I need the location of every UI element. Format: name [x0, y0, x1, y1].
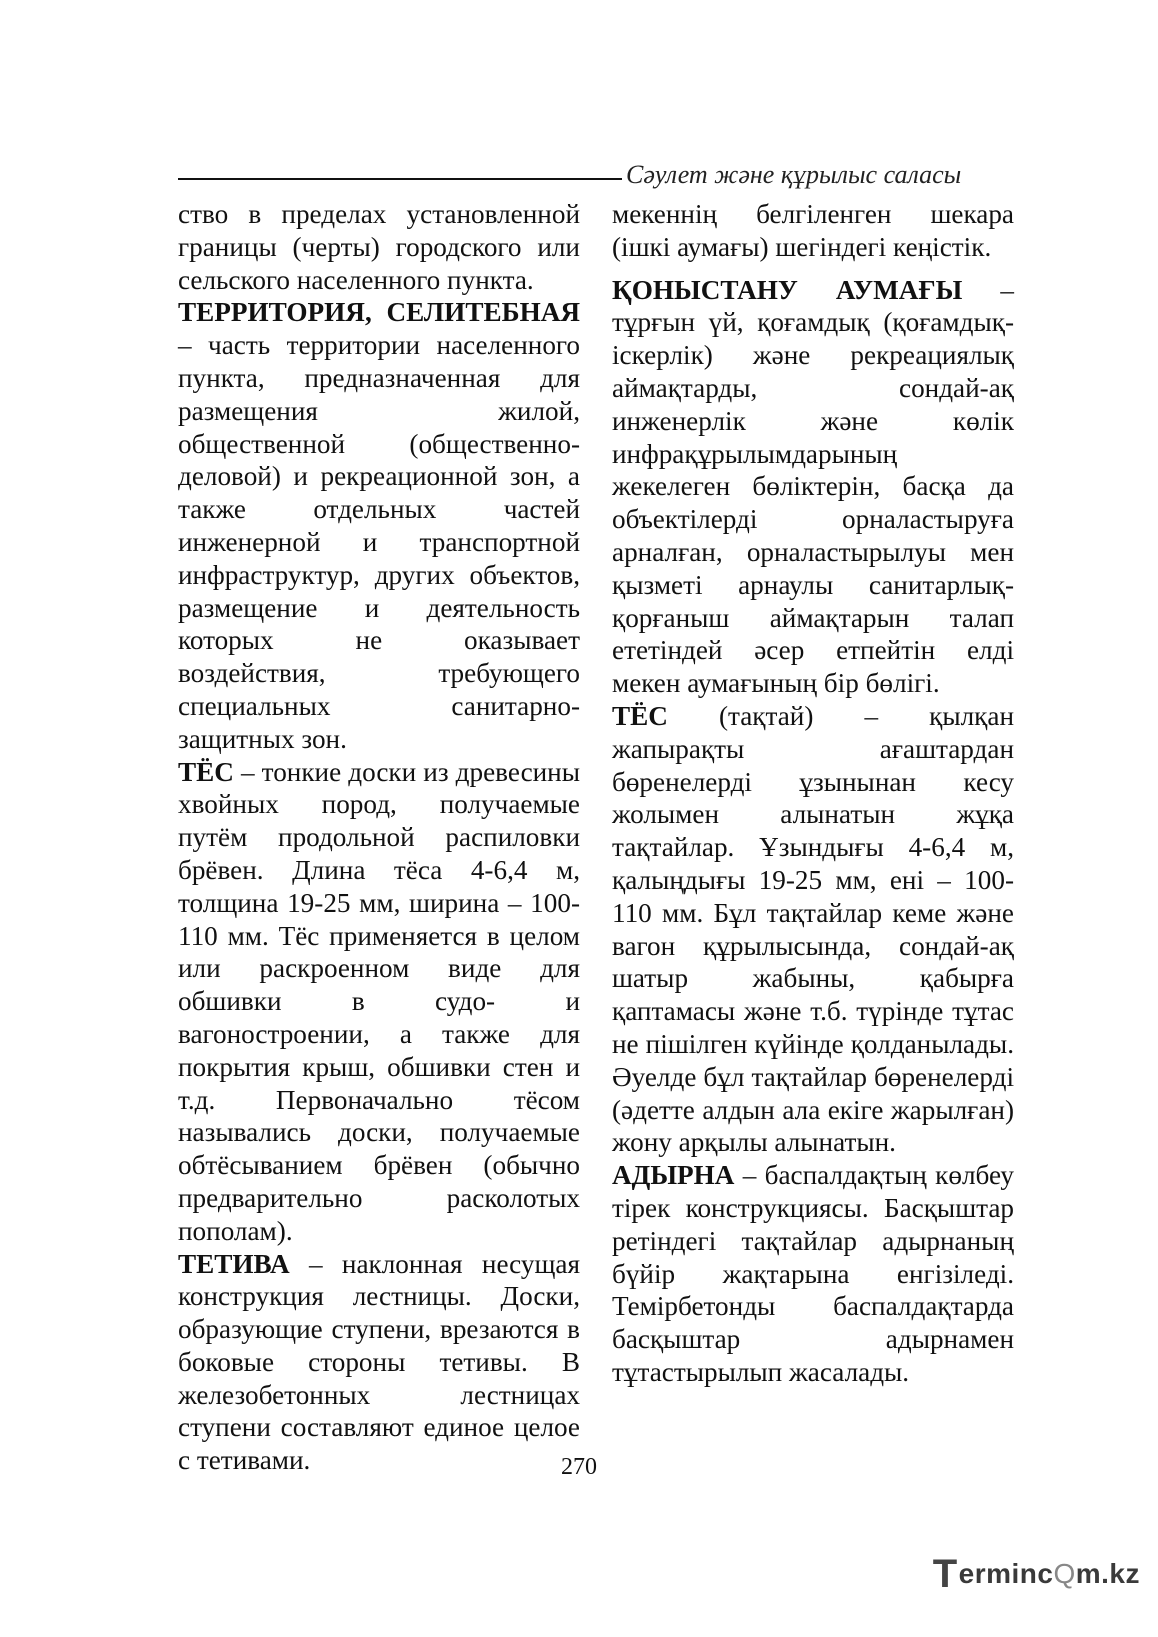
magnifier-icon: Q [1053, 1558, 1076, 1589]
running-header: Сәулет және құрылыс саласы [626, 160, 962, 189]
termincom-watermark-logo [933, 1552, 1140, 1597]
entry-term: ТЕРРИТОРИЯ, СЕЛИТЕБНАЯ [178, 297, 580, 328]
entry-definition: – тұрғын үй, қоғамдық (қоғамдық-іскерлік) және рекреациялық аймақтарды, сондай-ақ инженерлік және көлік инфрақұрылымдарының жекелеген бөліктерін, басқа да объектілерді орналастыруға арналған, орналастырылуы мен қызметі арнаулы санитарлық-қорғаныш аймақтарын талап ететіндей әсер етпейтін елді мекен аумағының бір бөлігі. [612, 274, 1014, 699]
left-column [178, 198, 580, 1477]
entry-tes-kz [612, 700, 1014, 1159]
entry-definition: – тонкие доски из древесины хвойных пород, получаемые путём продольной распиловки брёвен. Длина тёса 4-6,4 м, толщина 19-25 мм, ширина – 100-110 мм. Тёс применяется в целом или раскроенном виде для обшивки в судо- и вагоностроении, а также для покрытия крыш, обшивки стен и т.д. Первоначально тёсом назывались доски, получаемые обтёсыванием брёвен (обычно предварительно расколотых пополам). [178, 756, 580, 1246]
entry-territoriya-selitebnaya [178, 296, 580, 755]
right-column [612, 198, 1014, 1389]
entry-term: ТЕТИВА [178, 1248, 290, 1279]
entry-tes-ru [178, 756, 580, 1248]
watermark-text-part1: erminc [958, 1558, 1054, 1589]
left-continuation-text: ство в пределах установленной границы (черты) городского или сельского населенного пункта. [178, 199, 580, 295]
entry-term: ТЁС [612, 700, 668, 731]
entry-term: АДЫРНА [612, 1160, 735, 1191]
entry-adyrna [612, 1159, 1014, 1389]
entry-definition: (тақтай) – қылқан жапырақты ағаштардан бөренелерді ұзынынан кесу жолымен алынатын жұқа тақтайлар. Ұзындығы 4-6,4 м, қалыңдығы 19-25 мм, ені – 100-110 мм. Бұл тақтайлар кеме және вагон құрылысында, сондай-ақ шатыр жабыны, қабырға қаптамасы және т.б. түрінде тұтас не пішілген күйінде қолданылады. Әуелде бұл тақтайлар бөренелерді (әдетте алдын ала екіге жарылған) жону арқылы алынатын. [612, 700, 1014, 1158]
header-rule [178, 178, 622, 180]
entry-tetiva [178, 1248, 580, 1478]
entry-term: ҚОНЫСТАНУ АУМАҒЫ [612, 274, 963, 305]
entry-definition: – наклонная несущая конструкция лестницы. Доски, образующие ступени, врезаются в боковые стороны тетивы. В железобетонных лестницах ступени составляют единое целое с тетивами. [178, 1248, 580, 1476]
entry-term: ТЁС [178, 756, 234, 787]
watermark-text-part3: m.kz [1075, 1558, 1140, 1589]
watermark-t-letter: T [932, 1552, 958, 1596]
page-number: 270 [561, 1454, 597, 1480]
right-continuation-text: мекеннің белгіленген шекара (ішкі аумағы) шегіндегі кеңістік. [612, 199, 1014, 262]
entry-definition: – баспалдақтың көлбеу тірек конструкциясы. Басқыштар ретіндегі тақтайлар адырнаның бүйір жақтарына енгізіледі. Темірбетонды баспалдақтарда басқыштар адырнамен тұтастырылып жасалады. [612, 1160, 1014, 1387]
entry-definition: – часть территории населенного пункта, предназначенная для размещения жилой, общественной (общественно-деловой) и рекреационной зон, а также отдельных частей инженерной и транспортной инфраструктур, других объектов, размещение и деятельность которых не оказывает воздействия, требующего специальных санитарно-защитных зон. [178, 330, 580, 754]
entry-konystanu-aumagy [612, 274, 1014, 700]
